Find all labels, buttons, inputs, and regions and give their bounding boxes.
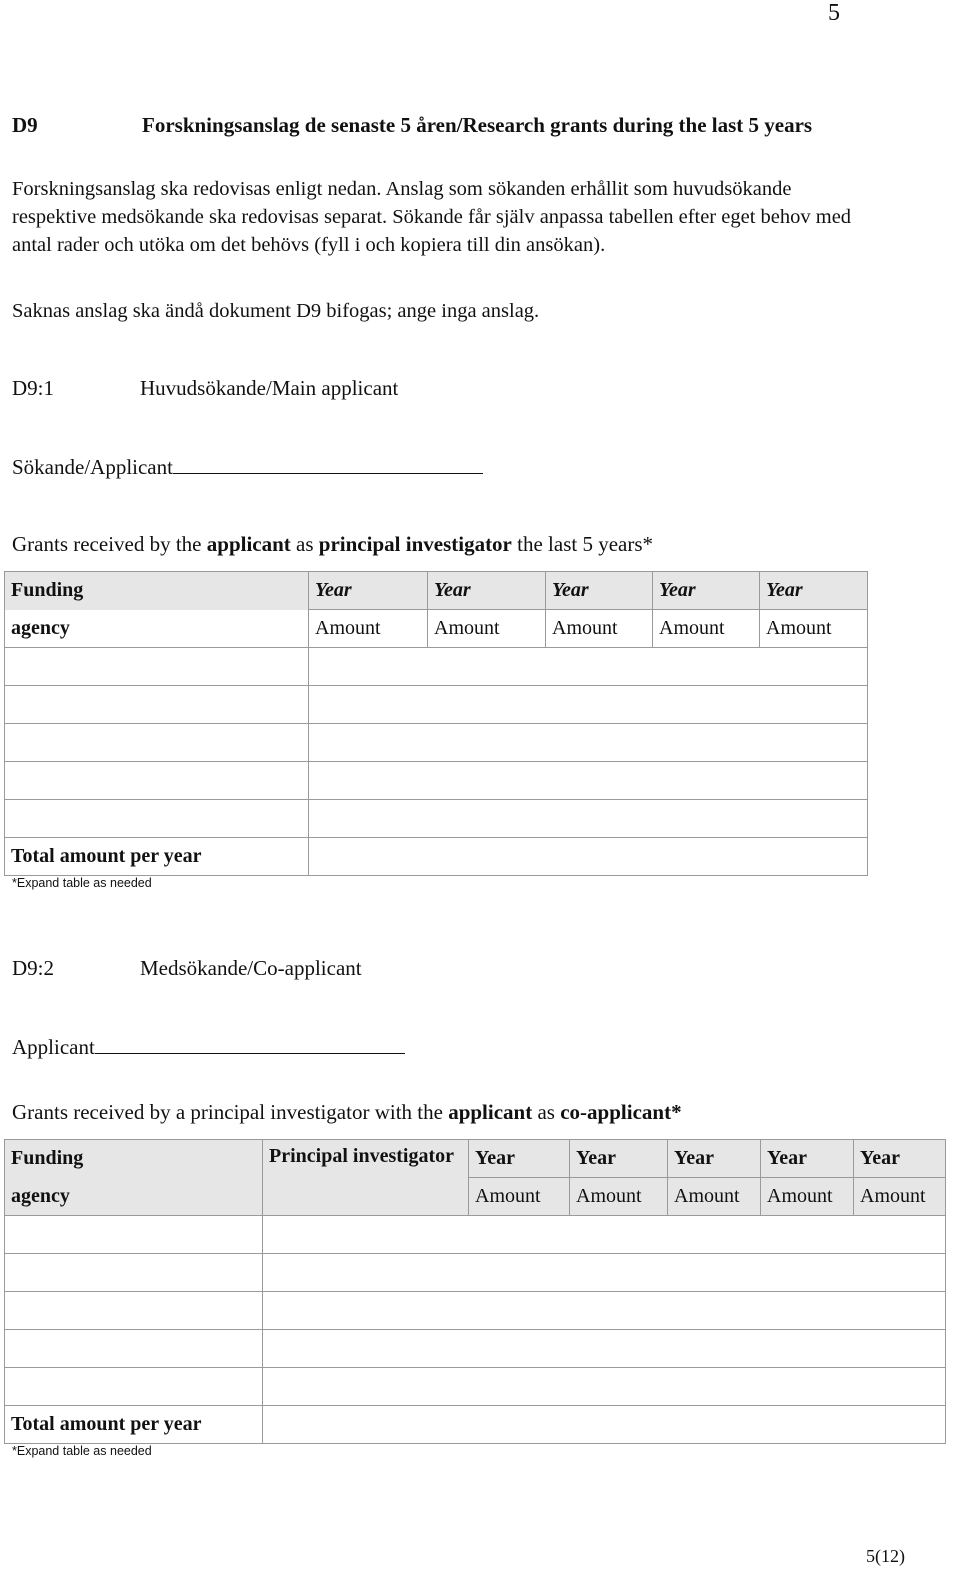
part2-grants-table — [4, 1139, 946, 1444]
table-cell[interactable] — [309, 724, 868, 762]
year-header: Year — [428, 572, 546, 610]
amount-header: Amount — [428, 610, 546, 648]
year-header: Year — [570, 1140, 668, 1178]
funding-agency-header: Funding — [5, 572, 309, 610]
amount-header: Amount — [309, 610, 428, 648]
amount-header: Amount — [469, 1178, 570, 1216]
total-label: Total amount per year — [5, 1406, 263, 1444]
total-row — [5, 1406, 946, 1444]
table-row — [5, 1216, 946, 1254]
amount-header: Amount — [653, 610, 760, 648]
table-header-row — [5, 610, 868, 648]
part1-applicant-field — [12, 454, 483, 480]
part1-grants-table — [4, 571, 868, 876]
part1-caption-pi: principal investigator — [318, 532, 512, 556]
page-number-top: 5 — [828, 0, 840, 26]
amount-header: Amount — [761, 1178, 854, 1216]
part1-applicant-input-line[interactable] — [173, 454, 483, 474]
part1-caption-text: the last 5 years* — [511, 532, 654, 556]
total-label: Total amount per year — [5, 838, 309, 876]
table-cell[interactable] — [5, 724, 309, 762]
funding-agency-header: agency — [5, 1178, 263, 1216]
part2-caption — [12, 1100, 682, 1125]
part2-caption-applicant: applicant — [448, 1100, 533, 1124]
part1-caption-text: as — [290, 532, 319, 556]
table-cell[interactable] — [309, 686, 868, 724]
part1-caption — [12, 532, 653, 557]
table-cell[interactable] — [263, 1216, 946, 1254]
part1-caption-text: Grants received by the — [12, 532, 207, 556]
table-row — [5, 800, 868, 838]
table-cell[interactable] — [5, 686, 309, 724]
amount-header: Amount — [668, 1178, 761, 1216]
table-row — [5, 648, 868, 686]
total-cell[interactable] — [263, 1406, 946, 1444]
part1-footnote: *Expand table as needed — [12, 876, 152, 890]
year-header: Year — [546, 572, 653, 610]
part2-title: Medsökande/Co-applicant — [140, 956, 362, 980]
table-cell[interactable] — [309, 800, 868, 838]
table-cell[interactable] — [5, 648, 309, 686]
page-number-bottom: 5(12) — [866, 1546, 905, 1566]
table-row — [5, 1330, 946, 1368]
table-header-row — [5, 572, 868, 610]
table-cell[interactable] — [5, 762, 309, 800]
year-header: Year — [469, 1140, 570, 1178]
part2-applicant-field — [12, 1034, 405, 1060]
table-cell[interactable] — [5, 1368, 263, 1406]
table-cell[interactable] — [263, 1368, 946, 1406]
year-header: Year — [668, 1140, 761, 1178]
year-header: Year — [309, 572, 428, 610]
table-cell[interactable] — [309, 648, 868, 686]
part2-caption-text: as — [532, 1100, 561, 1124]
table-row — [5, 762, 868, 800]
table-row — [5, 1254, 946, 1292]
part2-footnote: *Expand table as needed — [12, 1444, 152, 1458]
table-row — [5, 686, 868, 724]
table-header-row — [5, 1178, 946, 1216]
year-header: Year — [854, 1140, 946, 1178]
amount-header: Amount — [760, 610, 868, 648]
table-cell[interactable] — [263, 1292, 946, 1330]
amount-header: Amount — [546, 610, 653, 648]
part2-applicant-label: Applicant — [12, 1035, 95, 1059]
part2-applicant-input-line[interactable] — [95, 1034, 405, 1054]
year-header: Year — [760, 572, 868, 610]
table-cell[interactable] — [5, 1292, 263, 1330]
part1-title: Huvudsökande/Main applicant — [140, 376, 399, 400]
table-header-row — [5, 1140, 946, 1178]
section-note: Saknas anslag ska ändå dokument D9 bifogas; ange inga anslag. — [12, 300, 540, 322]
funding-agency-header: agency — [5, 610, 309, 648]
table-cell[interactable] — [5, 1216, 263, 1254]
year-header: Year — [761, 1140, 854, 1178]
table-cell[interactable] — [263, 1330, 946, 1368]
table-row — [5, 1292, 946, 1330]
principal-investigator-header: Principal investigator — [263, 1140, 469, 1216]
amount-header: Amount — [854, 1178, 946, 1216]
year-header: Year — [653, 572, 760, 610]
section-intro: Forskningsanslag ska redovisas enligt nedan. Anslag som sökanden erhållit som huvudsökande respektive medsökande ska redovisas separat. Sökande får själv anpassa tabellen efter eget behov med antal rader och utöka om det behövs (fyll i och kopiera till din ansökan). — [12, 178, 852, 256]
table-row — [5, 1368, 946, 1406]
total-cell[interactable] — [309, 838, 868, 876]
part2-caption-text: Grants received by a principal investigator with the — [12, 1100, 449, 1124]
table-cell[interactable] — [5, 800, 309, 838]
table-cell[interactable] — [5, 1254, 263, 1292]
part1-caption-applicant: applicant — [206, 532, 291, 556]
part1-applicant-label: Sökande/Applicant — [12, 455, 173, 479]
total-row — [5, 838, 868, 876]
section-code: D9 — [12, 113, 38, 137]
table-cell[interactable] — [5, 1330, 263, 1368]
table-row — [5, 724, 868, 762]
table-cell[interactable] — [263, 1254, 946, 1292]
part2-caption-coapplicant: co-applicant* — [560, 1100, 682, 1124]
part1-code: D9:1 — [12, 376, 54, 400]
part2-code: D9:2 — [12, 956, 54, 980]
amount-header: Amount — [570, 1178, 668, 1216]
table-cell[interactable] — [309, 762, 868, 800]
section-title: Forskningsanslag de senaste 5 åren/Research grants during the last 5 years — [142, 113, 813, 137]
funding-agency-header: Funding — [5, 1140, 263, 1178]
